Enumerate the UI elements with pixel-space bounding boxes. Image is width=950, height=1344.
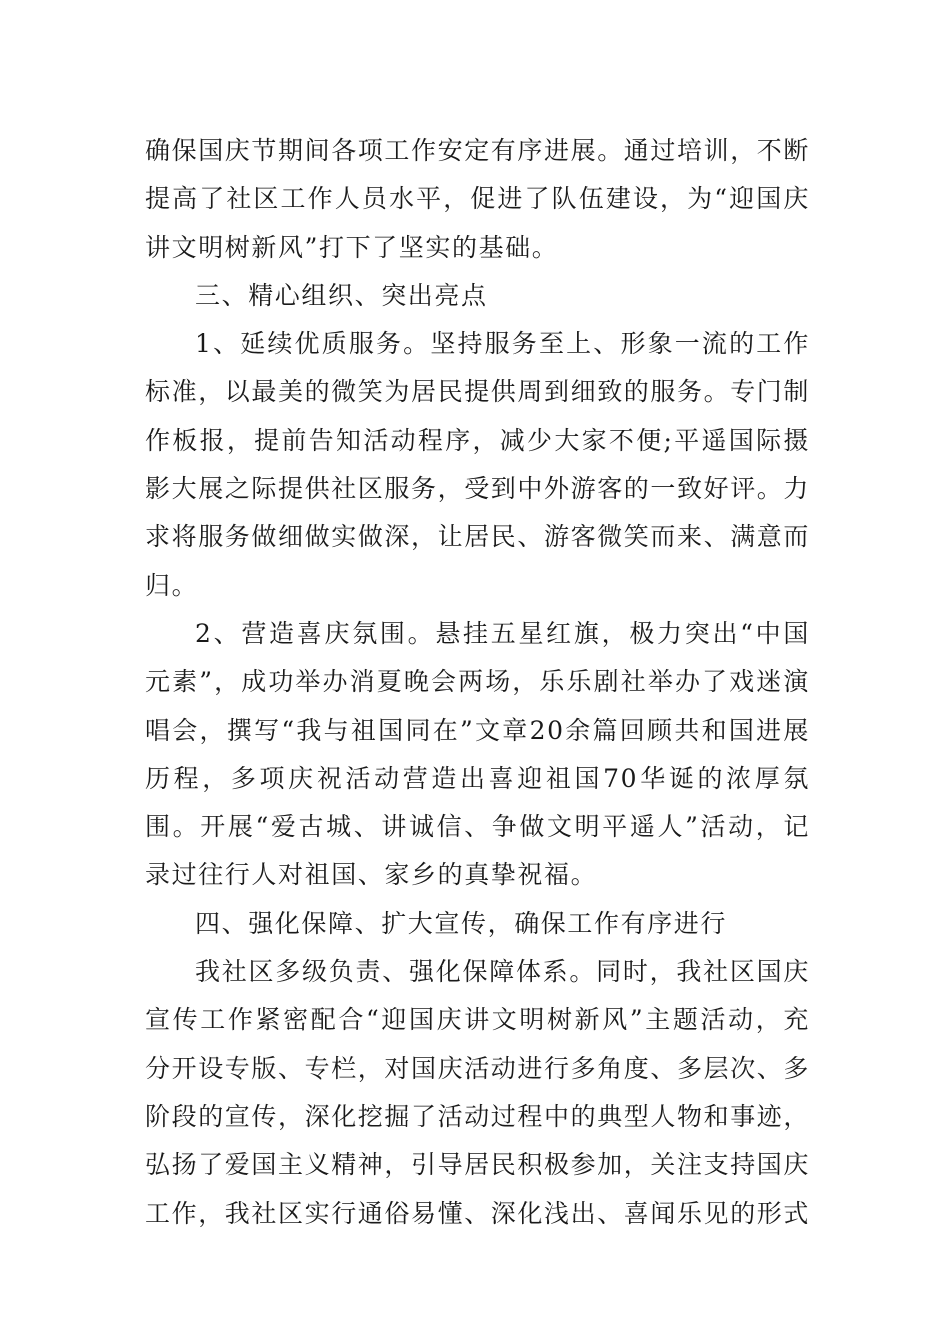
paragraph-atmosphere: 2、营造喜庆氛围。悬挂五星红旗，极力突出“中国元素”，成功举办消夏晚会两场，乐乐剧社举办了戏迷演唱会，撰写“我与祖国同在”文章20余篇回顾共和国进展历程，多项庆祝活动营造出喜迎祖国70华诞的浓厚氛围。开展“爱古城、讲诚信、争做文明平遥人”活动，记录过往行人对祖国、家乡的真挚祝福。 — [145, 618, 810, 890]
section-heading-4: 四、强化保障、扩大宣传，确保工作有序进行 — [195, 908, 728, 938]
paragraph-continued: 确保国庆节期间各项工作安定有序进展。通过培训，不断提高了社区工作人员水平，促进了队伍建设，为“迎国庆讲文明树新风”打下了坚实的基础。 — [145, 136, 811, 262]
paragraph-service: 1、延续优质服务。坚持服务至上、形象一流的工作标准，以最美的微笑为居民提供周到细致的服务。专门制作板报，提前告知活动程序，减少大家不便;平遥国际摄影大展之际提供社区服务，受到中外游客的一致好评。力求将服务做细做实做深，让居民、游客微笑而来、满意而归。 — [145, 329, 811, 600]
paragraph-publicity: 我社区多级负责、强化保障体系。同时，我社区国庆宣传工作紧密配合“迎国庆讲文明树新风”主题活动，充分开设专版、专栏，对国庆活动进行多角度、多层次、多阶段的宣传，深化挖掘了活动过程中的典型人物和事迹，弘扬了爱国主义精神，引导居民积极参加，关注支持国庆工作，我社区实行通俗易懂、深化浅出、喜闻乐见的形式 — [145, 957, 811, 1228]
section-heading-3: 三、精心组织、突出亮点 — [195, 280, 488, 310]
document-body — [145, 127, 810, 1238]
